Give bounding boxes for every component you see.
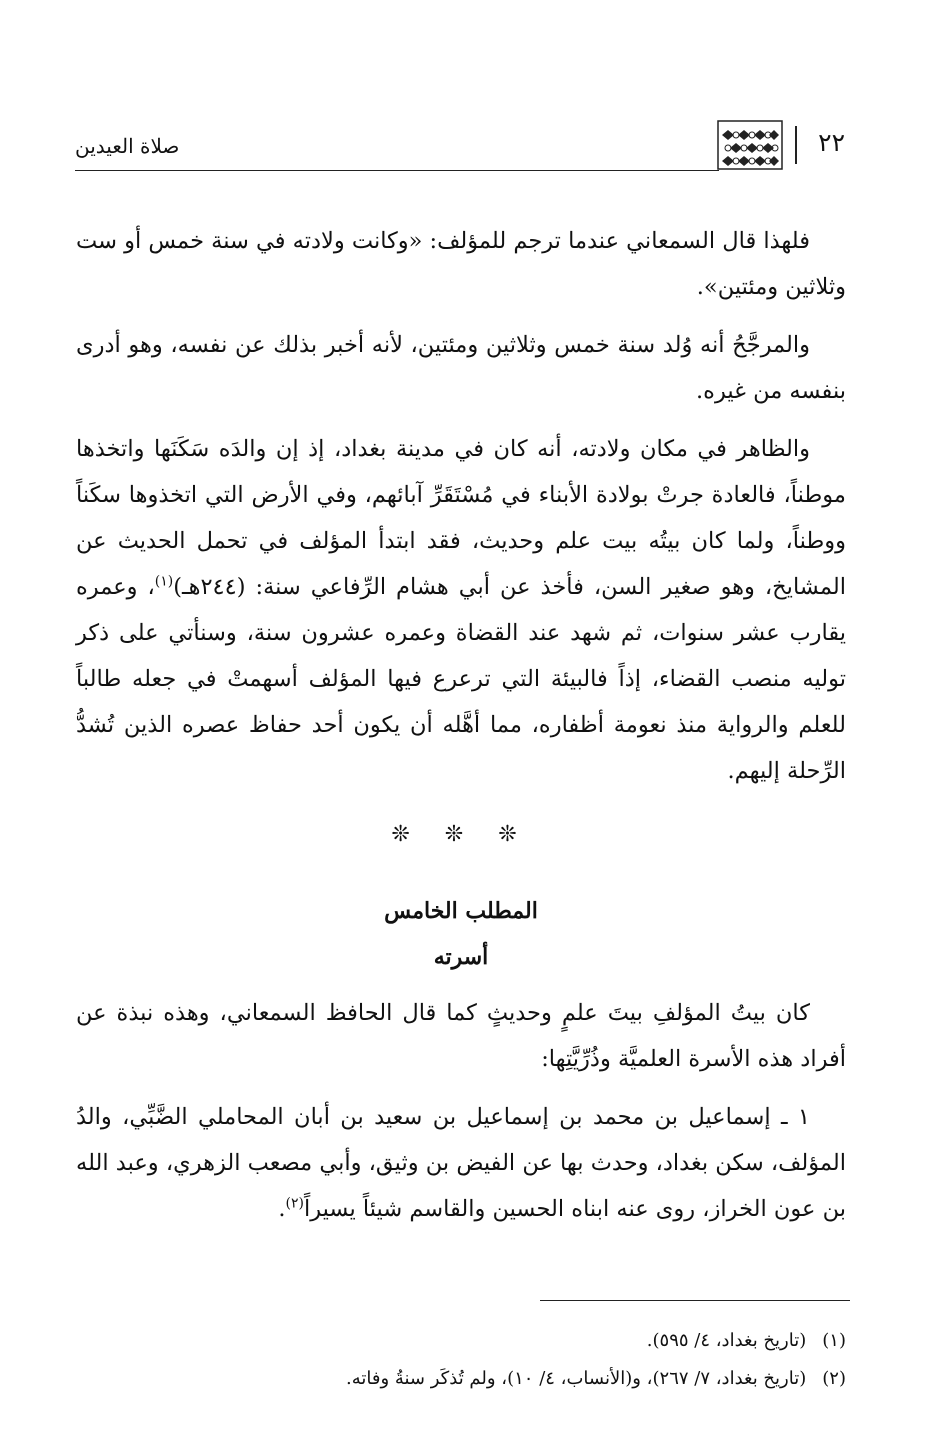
- footnote-rule: [540, 1300, 850, 1301]
- paragraph: والمرجَّحُ أنه وُلد سنة خمس وثلاثين ومئتين، لأنه أخبر بذلك عن نفسه، وهو أدرى بنفسه من غيره.: [76, 332, 846, 404]
- ornament-icon: [717, 120, 783, 170]
- header-rule: [75, 170, 719, 171]
- main-text: [76, 218, 846, 1244]
- footnote-number: (١): [822, 1330, 846, 1351]
- footnote-number: (٢): [822, 1368, 846, 1389]
- footnote-text: (تاريخ بغداد، ٤/ ٥٩٥).: [646, 1330, 807, 1351]
- paragraph-text: والظاهر في مكان ولادته، أنه كان في مدينة بغداد، إذ إن والدَه سَكَنَها واتخذها موطناً، فالعادة جرتْ بولادة الأبناء في مُسْتَقَرِّ آبائهم، وفي الأرض التي اتخذوها سكَناً ووطناً، ولما كان بيتُه بيت علم وحديث، فقد ابتدأ المؤلف في تحمل الحديث عن المشايخ، وهو صغير السن، فأخذ عن أبي هشام الرِّفاعي سنة: (٢٤٤هـ): [76, 436, 846, 600]
- paragraph: كان بيتُ المؤلفِ بيتَ علمٍ وحديثٍ كما قال الحافظ السمعاني، وهذه نبذة عن أفراد هذه الأسرة العلميَّة وذُرِّيَّتِها:: [76, 1000, 846, 1072]
- footnote: [76, 1322, 846, 1360]
- paragraph: [76, 1094, 846, 1232]
- footnote: [76, 1360, 846, 1398]
- section-separator: ❊ ❊ ❊: [391, 822, 531, 847]
- footnote-marker: (١): [154, 573, 174, 590]
- footnotes: [76, 1322, 846, 1398]
- page-header: [75, 120, 845, 176]
- running-title: صلاة العيدين: [75, 134, 180, 158]
- paragraph: فلهذا قال السمعاني عندما ترجم للمؤلف: «وكانت ولادته في سنة خمس أو ست وثلاثين ومئتين».: [76, 228, 846, 300]
- footnote-marker: (٢): [285, 1195, 304, 1212]
- paragraph-text: .: [278, 1196, 286, 1222]
- footnote-text: (تاريخ بغداد، ٧/ ٢٦٧)، و(الأنساب، ٤/ ١٠)، ولم تُذكَر سنةُ وفاته.: [345, 1368, 807, 1389]
- page-number: ٢٢: [818, 128, 845, 157]
- header-divider: [795, 126, 797, 164]
- paragraph: [76, 426, 846, 794]
- section-subtitle: أسرته: [433, 944, 489, 970]
- paragraph-text: ١ ـ إسماعيل بن محمد بن إسماعيل بن سعيد بن أبان المحاملي الضَّبِّي، والدُ المؤلف، سكن بغداد، وحدث بها عن الفيض بن وثيق، وأبي مصعب الزهري، وعبد الله بن عون الخراز، روى عنه ابناه الحسين والقاسم شيئاً يسيراً: [76, 1104, 846, 1222]
- paragraph-text: ، وعمره يقارب عشر سنوات، ثم شهد عند القضاة وعمره عشرون سنة، وسنأتي على ذكر توليه منصب القضاء، إذاً فالبيئة التي ترعرع فيها المؤلف أسهمتْ في جعله طالباً للعلم والرواية منذ نعومة أظفاره، مما أهَّله أن يكون أحد حفاظ عصره الذين تُشدُّ الرِّحلة إليهم.: [76, 574, 846, 784]
- section-title: المطلب الخامس: [384, 898, 538, 924]
